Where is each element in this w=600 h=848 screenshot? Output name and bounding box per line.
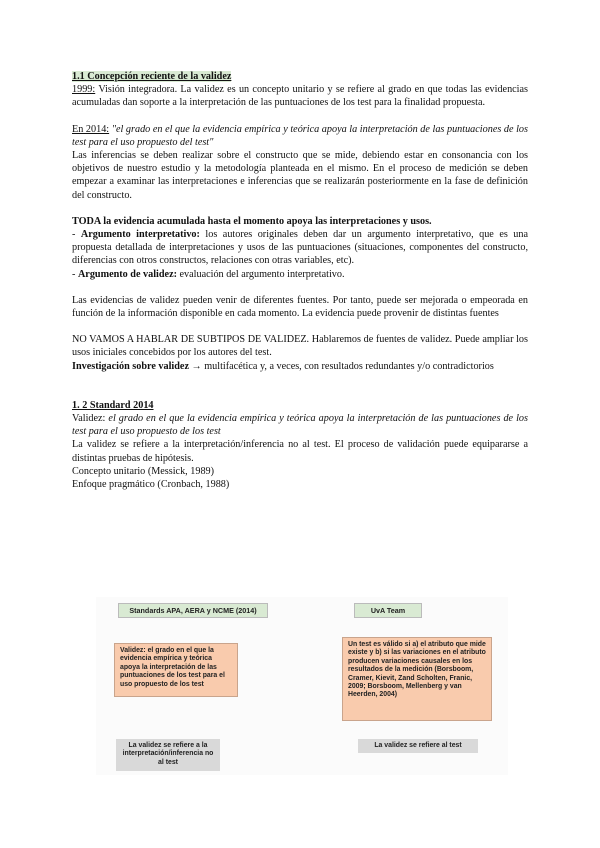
section1-heading [72,70,528,83]
paragraph-no-vamos: NO VAMOS A HABLAR DE SUBTIPOS DE VALIDEZ. Hablaremos de fuentes de validez. Puede ampliar los usos iniciales concebidos por los autores del test. [72,334,528,359]
paragraph-refiere: La validez se refiere a la interpretación/inferencia no al test. El proceso de validación puede equipararse a distintas pruebas de hipótesis. [72,439,528,464]
arg2-text: evaluación del argumento interpretativo. [176,268,345,280]
year-1999-label: 1999: [72,84,96,96]
document-body [72,70,528,491]
validez-quote: el grado en el que la evidencia empírica y teórica apoya la interpretación de las puntuaciones de los test para el uso propuesto de los test [72,413,528,438]
investigacion-label: Investigación sobre validez [72,360,189,372]
year-2014-label: En 2014: [72,123,110,135]
right-title-box: UvA Team [354,603,422,618]
line-enfoque: Enfoque pragmático (Cronbach, 1988) [72,479,230,491]
paragraph-1999 [72,83,528,109]
left-bottom-box: La validez se refiere a la interpretación/inferencia no al test [116,739,220,771]
left-definition-box: Validez: el grado en el que la evidencia empírica y teórica apoya la interpretación de las puntuaciones de los test para el uso propuesto de los test [114,643,238,697]
arg1-text: los autores originales deben dar un argumento interpretativo, que es una propuesta detallada de interpretaciones y usos de las puntuaciones (situaciones, componentes del constructo, diferencias con otros constructos, relaciones con otras variables, etc). [72,229,529,267]
arg1-label: Argumento interpretativo: [80,229,200,241]
validity-comparison-figure [96,597,508,775]
paragraph-evidencias: Las evidencias de validez pueden venir de diferentes fuentes. Por tanto, puede ser mejorada o empeorada en función de la información disponible en cada momento. La evidencia puede provenir de distintas fuentes [72,294,528,320]
quote-2014: "el grado en el que la evidencia empírica y teórica apoya la interpretación de las puntuaciones de los test para el uso propuesto del test" [72,123,528,148]
paragraph-investigacion [72,360,528,373]
argument-validez: - Argumento de validez: evaluación del argumento interpretativo. [72,268,345,280]
line-concepto: Concepto unitario (Messick, 1989) [72,465,215,477]
investigacion-text: → multifacética y, a veces, con resultados redundantes y/o contradictorios [188,360,494,372]
section2-heading [72,399,528,412]
right-definition-box: Un test es válido si a) el atributo que mide existe y b) si las variaciones en el atributo producen variaciones causales en los resultados de la medición (Borsboom, Cramer, Kievit, Zand Scholten, Franic, 2009; Borsboom, Mellenberg y van Heerden, 2004) [342,637,492,721]
left-title-box: Standards APA, AERA y NCME (2014) [118,603,268,618]
section2-heading-text: 1. 2 Standard 2014 [72,399,154,411]
section1-heading-text: 1.1 Concepción reciente de la validez [72,71,232,82]
paragraph-toda: TODA la evidencia acumulada hasta el momento apoya las interpretaciones y usos. [72,215,432,227]
argument-interpretativo: - Argumento interpretativo: los autores originales deben dar un argumento interpretativo, que es una propuesta detallada de interpretaciones y usos de las puntuaciones (situaciones, componentes del constructo, diferencias con otros constructos, relaciones con otras variables, etc). [72,229,529,267]
text-1999: Visión integradora. La validez es un concepto unitario y se refiere al grado en que todas las evidencias acumuladas dan soporte a la interpretación de las puntuaciones de los test para la finalidad propuesta. [72,84,528,109]
right-bottom-box: La validez se refiere al test [358,739,478,753]
paragraph-inferences: Las inferencias se deben realizar sobre el constructo que se mide, debiendo estar en consonancia con los objetivos de nuestro estudio y la metodología planteada en el mismo. En el proceso de medición se deben empezar a examinar las interpretaciones e inferencias que se realizarán posteriormente en la fase de definición del constructo. [72,150,528,201]
paragraph-2014 [72,123,528,149]
validez-label: Validez: [72,413,106,425]
arg2-label: Argumento de validez: [77,268,177,280]
paragraph-validez [72,412,528,438]
